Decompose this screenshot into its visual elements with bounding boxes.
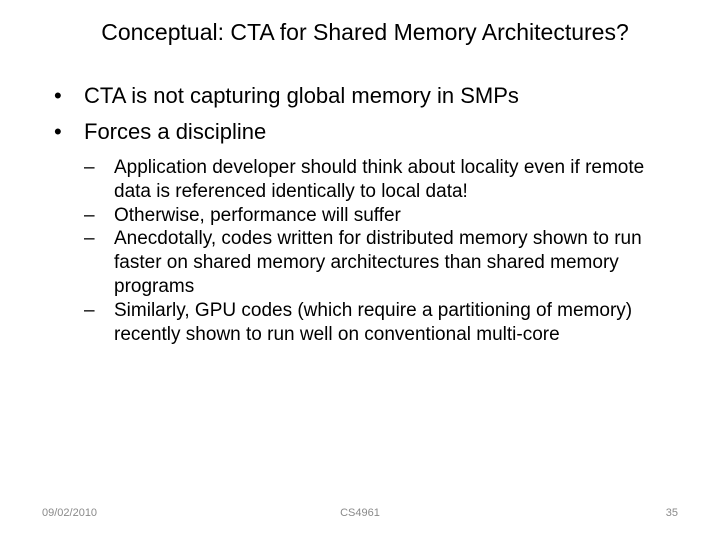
bullet-item	[54, 78, 694, 114]
bullet-marker: •	[54, 119, 62, 144]
bullet-item	[54, 114, 694, 150]
subbullet-text: Similarly, GPU codes (which require a partitioning of memory) recently shown to run well on conventional multi-core	[114, 299, 633, 345]
subbullet-list	[84, 156, 684, 346]
subbullet-item	[84, 299, 684, 347]
footer-page-number: 35	[665, 507, 678, 519]
dash-marker: –	[84, 299, 95, 321]
subbullet-text: Otherwise, performance will suffer	[114, 204, 401, 226]
bullet-text: CTA is not capturing global memory in SMPs	[84, 83, 519, 108]
subbullet-text: Anecdotally, codes written for distributed memory shown to run faster on shared memory architectures than shared memory programs	[114, 228, 642, 297]
bullet-list	[54, 78, 694, 150]
subbullet-text: Application developer should think about locality even if remote data is referenced identically to local data!	[114, 157, 645, 202]
subbullet-item	[84, 156, 684, 204]
footer-course: CS4961	[340, 507, 380, 519]
subbullet-item	[84, 227, 684, 298]
dash-marker: –	[84, 228, 95, 250]
slide-title: Conceptual: CTA for Shared Memory Architectures?	[101, 19, 629, 45]
dash-marker: –	[84, 157, 95, 178]
footer-date: 09/02/2010	[42, 507, 98, 519]
dash-marker: –	[84, 204, 95, 226]
bullet-text: Forces a discipline	[84, 119, 267, 144]
subbullet-item	[84, 204, 684, 228]
bullet-marker: •	[54, 83, 62, 108]
